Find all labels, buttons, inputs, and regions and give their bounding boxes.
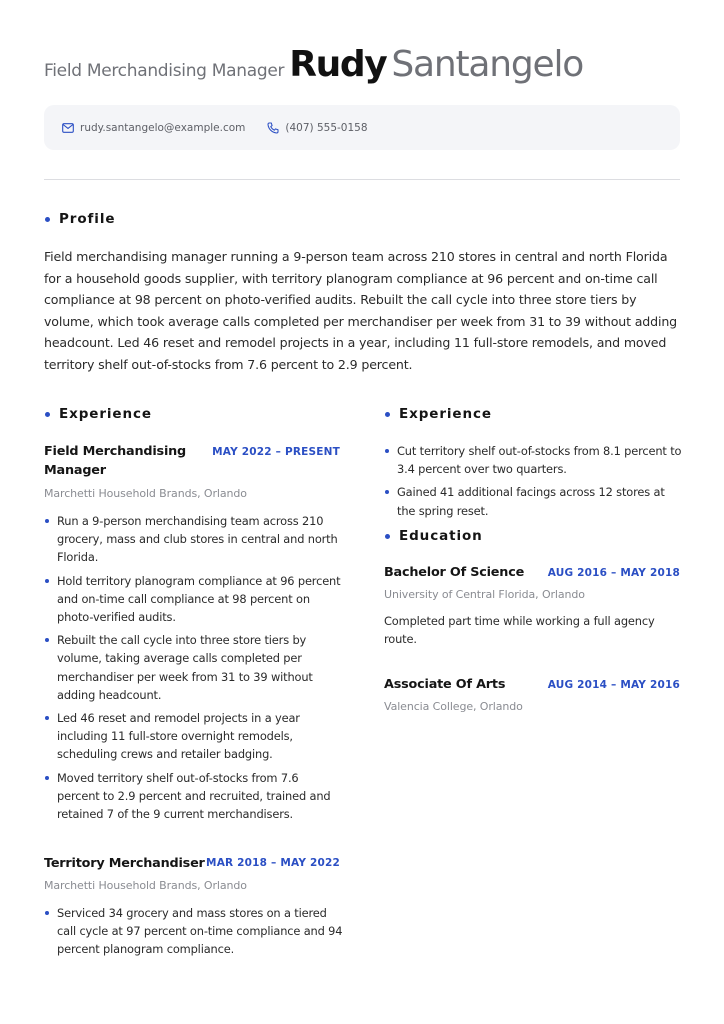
list-item: Rebuilt the call cycle into three store tiers by volume, taking average calls completed per merchandiser per week from 31 to 39 without adding headcount. <box>44 631 344 704</box>
company-name: Marchetti Household Brands <box>44 879 198 892</box>
profile-heading-text: Profile <box>59 211 116 227</box>
degree-description-1: Completed part time while working a full agency route. <box>384 614 655 647</box>
header-divider <box>44 179 680 180</box>
school-1: University of Central Florida, Orlando <box>384 588 585 601</box>
education-heading-text: Education <box>399 528 483 544</box>
list-item: Led 46 reset and remodel projects in a year including 11 full-store overnight remodels, scheduling crews and retailer badging. <box>44 709 344 764</box>
phone-text[interactable]: (407) 555-0158 <box>285 121 368 134</box>
heading-bullet <box>45 412 50 417</box>
company-location: Orlando <box>203 487 247 500</box>
school-location: Orlando <box>541 588 585 601</box>
job-bullets-2-continued <box>384 442 684 525</box>
school-2: Valencia College, Orlando <box>384 700 523 713</box>
job-title-2: Territory Merchandiser <box>44 856 205 871</box>
job-company-2: Marchetti Household Brands, Orlando <box>44 879 247 892</box>
mail-icon <box>62 123 74 133</box>
job-bullets-2 <box>44 904 344 964</box>
job-bullets-1 <box>44 512 344 828</box>
job-title-1: Field Merchandising Manager <box>44 444 186 478</box>
phone-contact[interactable] <box>267 122 367 134</box>
experience-heading-continued <box>384 406 492 422</box>
list-item: Moved territory shelf out-of-stocks from 7.6 percent to 2.9 percent and recruited, trained and retained 7 of the 9 current merchandisers. <box>44 769 344 824</box>
degree-2: Associate Of Arts <box>384 677 506 692</box>
email-text[interactable]: rudy.santangelo@example.com <box>80 121 246 134</box>
degree-date-2: AUG 2014 – MAY 2016 <box>547 679 680 691</box>
profile-summary: Field merchandising manager running a 9-person team across 210 stores in central and north Florida for a household goods supplier, with territory planogram compliance at 96 percent and on-time call compliance at 98 percent on photo-verified audits. Rebuilt the call cycle into three store tiers by volume, which took average calls completed per merchandiser per week from 31 to 39 without adding headcount. Led 46 reset and remodel projects in a year, including 11 full-store remodels, and moved territory shelf out-of-stocks from 7.6 percent to 2.9 percent. <box>44 249 678 372</box>
job-date-2: MAR 2018 – MAY 2022 <box>206 857 340 869</box>
list-item: Cut territory shelf out-of-stocks from 8.1 percent to 3.4 percent over two quarters. <box>384 442 684 478</box>
school-name: Valencia College <box>384 700 473 713</box>
experience-heading <box>44 406 152 422</box>
first-name: Rudy <box>289 44 387 85</box>
company-location: Orlando <box>203 879 247 892</box>
list-item: Run a 9-person merchandising team across 210 grocery, mass and club stores in central and north Florida. <box>44 512 344 567</box>
job-date-1: MAY 2022 – PRESENT <box>212 446 340 458</box>
contact-bar <box>44 105 680 150</box>
school-location: Orlando <box>479 700 523 713</box>
heading-bullet <box>45 217 50 222</box>
heading-bullet <box>385 412 390 417</box>
job-company-1: Marchetti Household Brands, Orlando <box>44 487 247 500</box>
last-name: Santangelo <box>391 44 584 85</box>
company-name: Marchetti Household Brands <box>44 487 198 500</box>
school-name: University of Central Florida <box>384 588 536 601</box>
experience-heading-text: Experience <box>399 406 492 422</box>
list-item: Hold territory planogram compliance at 96 percent and on-time call compliance at 98 percent on photo-verified audits. <box>44 572 344 627</box>
degree-date-1: AUG 2016 – MAY 2018 <box>547 567 680 579</box>
profile-heading <box>44 211 115 227</box>
degree-1: Bachelor Of Science <box>384 565 525 580</box>
experience-heading-text: Experience <box>59 406 152 422</box>
heading-bullet <box>385 534 390 539</box>
phone-icon <box>267 122 279 134</box>
resume-header <box>44 44 684 90</box>
education-heading <box>384 528 483 544</box>
email-contact[interactable] <box>62 122 245 134</box>
list-item: Serviced 34 grocery and mass stores on a tiered call cycle at 97 percent on-time compliance and 94 percent planogram compliance. <box>44 904 344 959</box>
job-title: Field Merchandising Manager <box>44 61 285 81</box>
list-item: Gained 41 additional facings across 12 stores at the spring reset. <box>384 483 684 519</box>
